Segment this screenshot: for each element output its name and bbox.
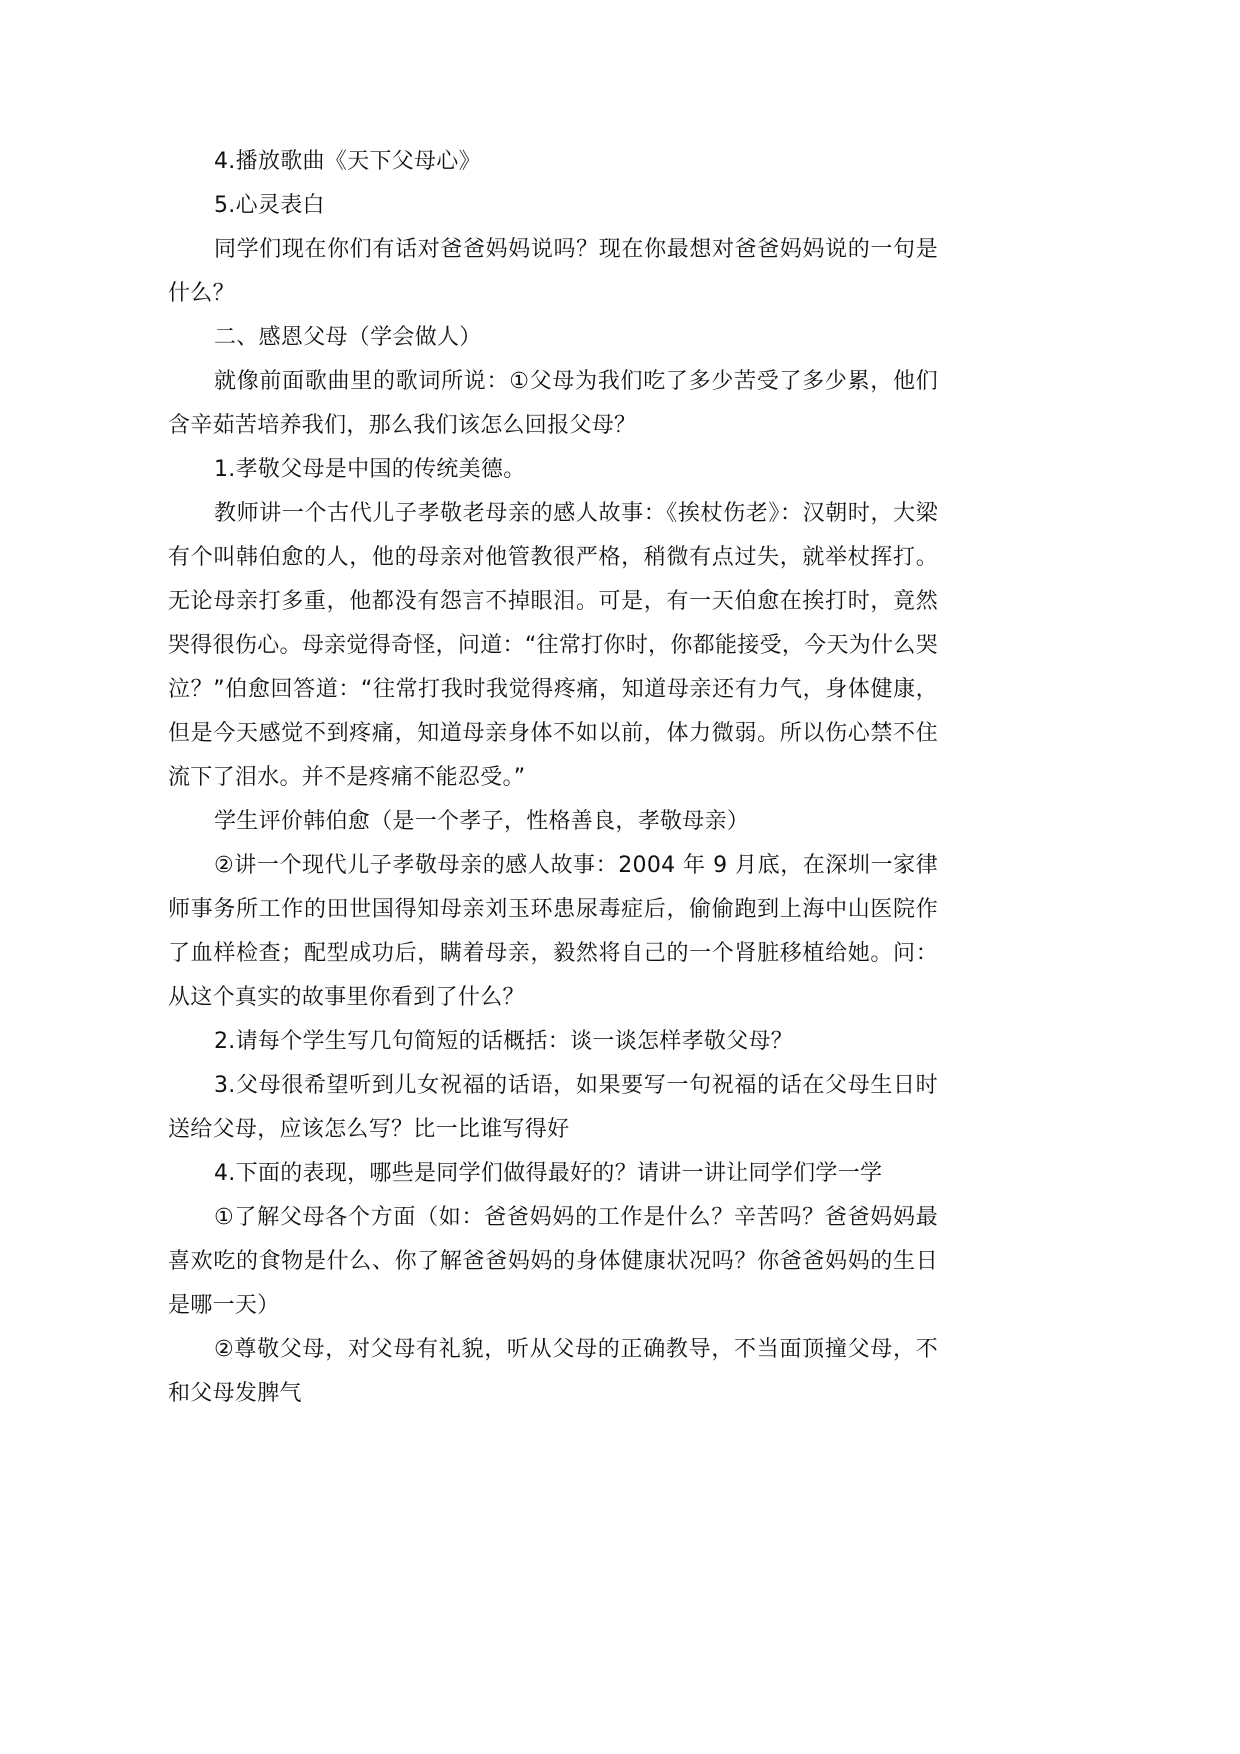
paragraph-student-evaluation: 学生评价韩伯愈（是一个孝子，性格善良，孝敬母亲） [214,809,750,834]
document-body [168,140,938,1416]
paragraph-lyrics-quote: 就像前面歌曲里的歌词所说：①父母为我们吃了多少苦受了多少累，他们含辛茹苦培养我们，那么我们该怎么回报父母？ [168,369,938,438]
paragraph-know-parents: ①了解父母各个方面（如：爸爸妈妈的工作是什么？辛苦吗？爸爸妈妈最喜欢吃的食物是什么、你了解爸爸妈妈的身体健康状况吗？你爸爸妈妈的生日是哪一天） [168,1205,938,1318]
paragraph-ancient-story: 教师讲一个古代儿子孝敬老母亲的感人故事：《挨杖伤老》：汉朝时，大梁有个叫韩伯愈的人，他的母亲对他管教很严格，稍微有点过失，就举杖挥打。无论母亲打多重，他都没有怨言不掉眼泪。可是，有一天伯愈在挨打时，竟然哭得很伤心。母亲觉得奇怪，问道：“往常打你时，你都能接受，今天为什么哭泣？”伯愈回答道：“往常打我时我觉得疼痛，知道母亲还有力气，身体健康，但是今天感觉不到疼痛，知道母亲身体不如以前，体力微弱。所以伤心禁不住流下了泪水。并不是疼痛不能忍受。” [168,501,938,790]
paragraph-modern-story: ②讲一个现代儿子孝敬母亲的感人故事：2004 年 9 月底，在深圳一家律师事务所工作的田世国得知母亲刘玉环患尿毒症后，偷偷跑到上海中山医院作了血样检查；配型成功后，瞒着母亲，毅然将自己的一个肾脏移植给她。问：从这个真实的故事里你看到了什么？ [168,853,938,1010]
paragraph-heart-confession: 5.心灵表白 [214,193,325,218]
paragraph-play-song: 4.播放歌曲《天下父母心》 [214,149,481,174]
section-heading-gratitude: 二、感恩父母（学会做人） [214,325,482,350]
paragraph-respect-parents: ②尊敬父母，对父母有礼貌，听从父母的正确教导，不当面顶撞父母，不和父母发脾气 [168,1337,938,1406]
paragraph-write-summary: 2.请每个学生写几句简短的话概括：谈一谈怎样孝敬父母？ [214,1029,794,1054]
paragraph-filial-tradition: 1.孝敬父母是中国的传统美德。 [214,457,526,482]
paragraph-best-behaviors: 4.下面的表现，哪些是同学们做得最好的？请讲一讲让同学们学一学 [214,1161,883,1186]
paragraph-question-to-parents: 同学们现在你们有话对爸爸妈妈说吗？现在你最想对爸爸妈妈说的一句是什么？ [168,237,938,306]
paragraph-birthday-wishes: 3.父母很希望听到儿女祝福的话语，如果要写一句祝福的话在父母生日时送给父母，应该怎么写？比一比谁写得好 [168,1073,938,1142]
